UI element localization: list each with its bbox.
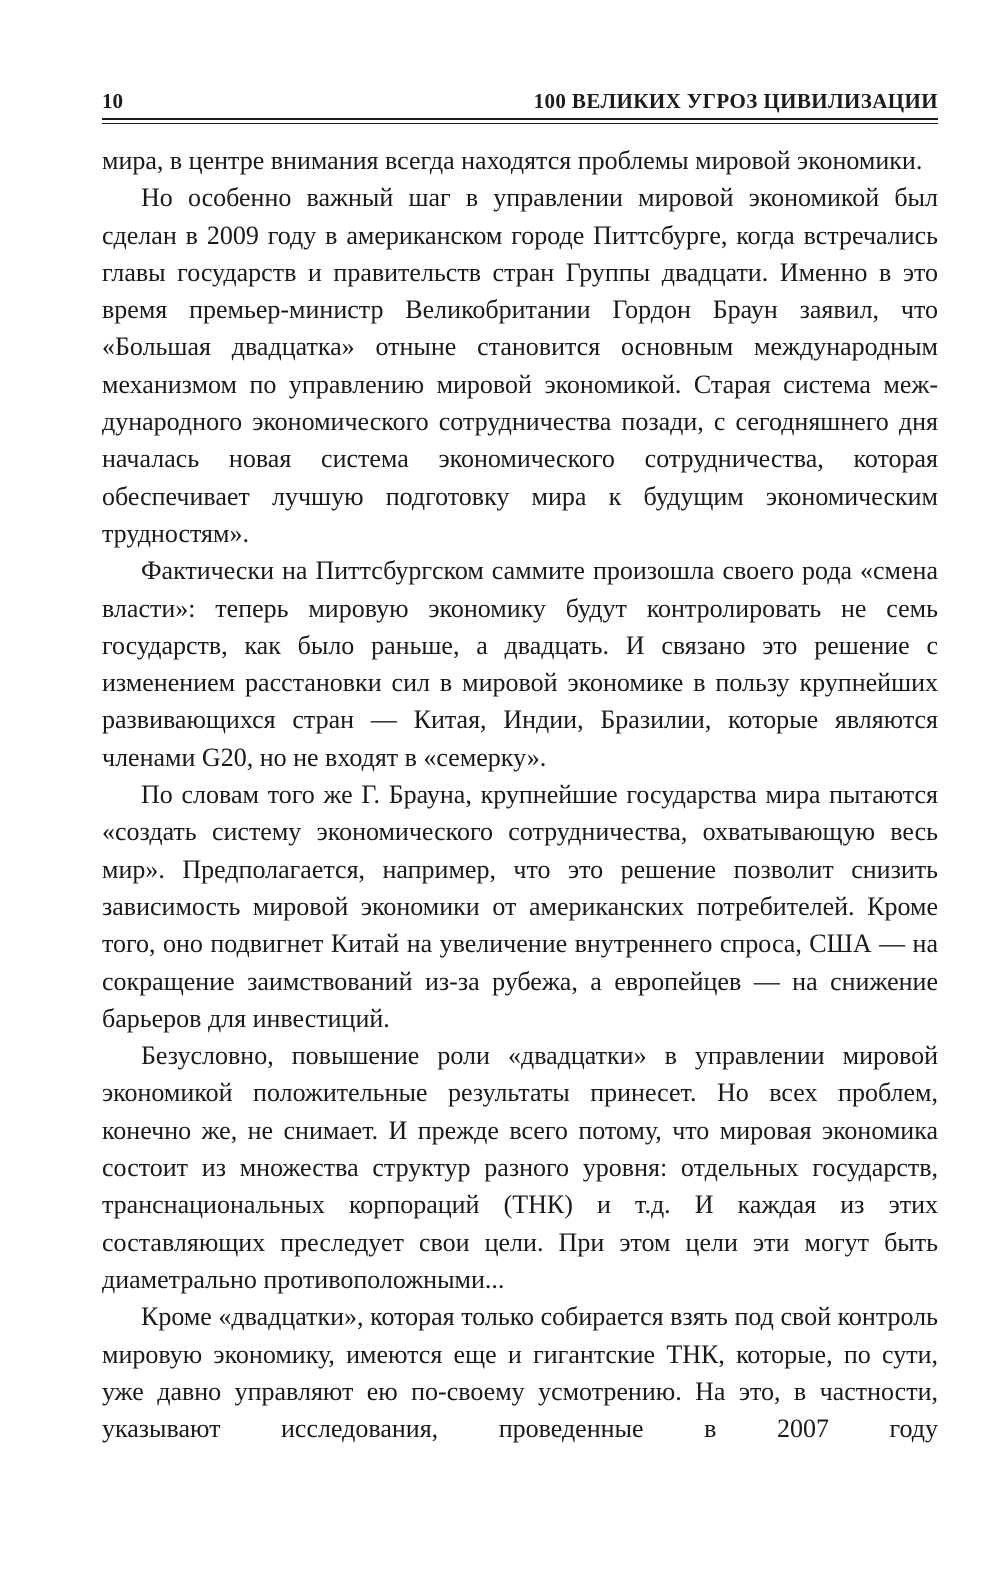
paragraph: Фактически на Питтсбургском саммите произошла своего рода «смена власти»: теперь мировую экономику будут контролировать не семь государств, как было раньше, а двадцать. И связано это решение с изменением расстановки сил в мировой экономике в пользу крупнейших развивающихся стран — Китая, Индии, Бразилии, которые являются членами G20, но не входят в «семерку». xyxy=(102,556,938,772)
page-number: 10 xyxy=(102,89,123,113)
paragraph: Но особенно важный шаг в управлении мировой экономикой был сделан в 2009 году в американском городе Питтсбурге, когда встречались главы государств и правительств стран Группы двадцати. Именно в это время премьер-министр Великобритании Гордон Браун заявил, что «Большая двадцатка» отныне становится основным международным механизмом по управлению мировой экономикой. Старая система международного экономического сотрудничества позади, с сегодняшнего дня началась новая система экономического сотрудничества, которая обеспечивает лучшую подготовку мира к будущим экономическим трудностям». xyxy=(102,183,938,548)
book-title: 100 ВЕЛИКИХ УГРОЗ ЦИВИЛИЗАЦИИ xyxy=(533,89,938,113)
paragraph: мира, в центре внимания всегда находятся проблемы мировой экономики. xyxy=(102,146,923,175)
paragraph: Кроме «двадцатки», которая только собирается взять под свой контроль мировую экономику, имеются еще и гигантские ТНК, которые, по сути, уже давно управляют ею по-своему усмотрению. На это, в частности, указывают исследования, проведенные в 2007 году xyxy=(102,1302,938,1444)
paragraph: По словам того же Г. Брауна, крупнейшие государства мира пытаются «создать систему экономического сотрудничества, охватывающую весь мир». Предполагается, например, что это решение позволит снизить зависимость мировой экономики от американских потребителей. Кроме того, оно подвигнет Китай на увеличение внутреннего спроса, США — на сокращение заимствований из-за рубежа, а европейцев — на снижение барьеров для инвестиций. xyxy=(102,780,938,1033)
paragraph: Безусловно, повышение роли «двадцатки» в управлении мировой экономикой положительные результаты принесет. Но всех проблем, конечно же, не снимает. И прежде всего потому, что мировая экономика состоит из множества структур разного уровня: отдельных государств, транснациональных корпораций (ТНК) и т.д. И каждая из этих составляющих преследует свои цели. При этом цели эти могут быть диаметрально противоположными... xyxy=(102,1041,938,1294)
running-head xyxy=(102,86,938,116)
header-rule-thick xyxy=(102,118,938,120)
body-text xyxy=(102,142,938,1447)
header-rule-thin xyxy=(102,123,938,124)
